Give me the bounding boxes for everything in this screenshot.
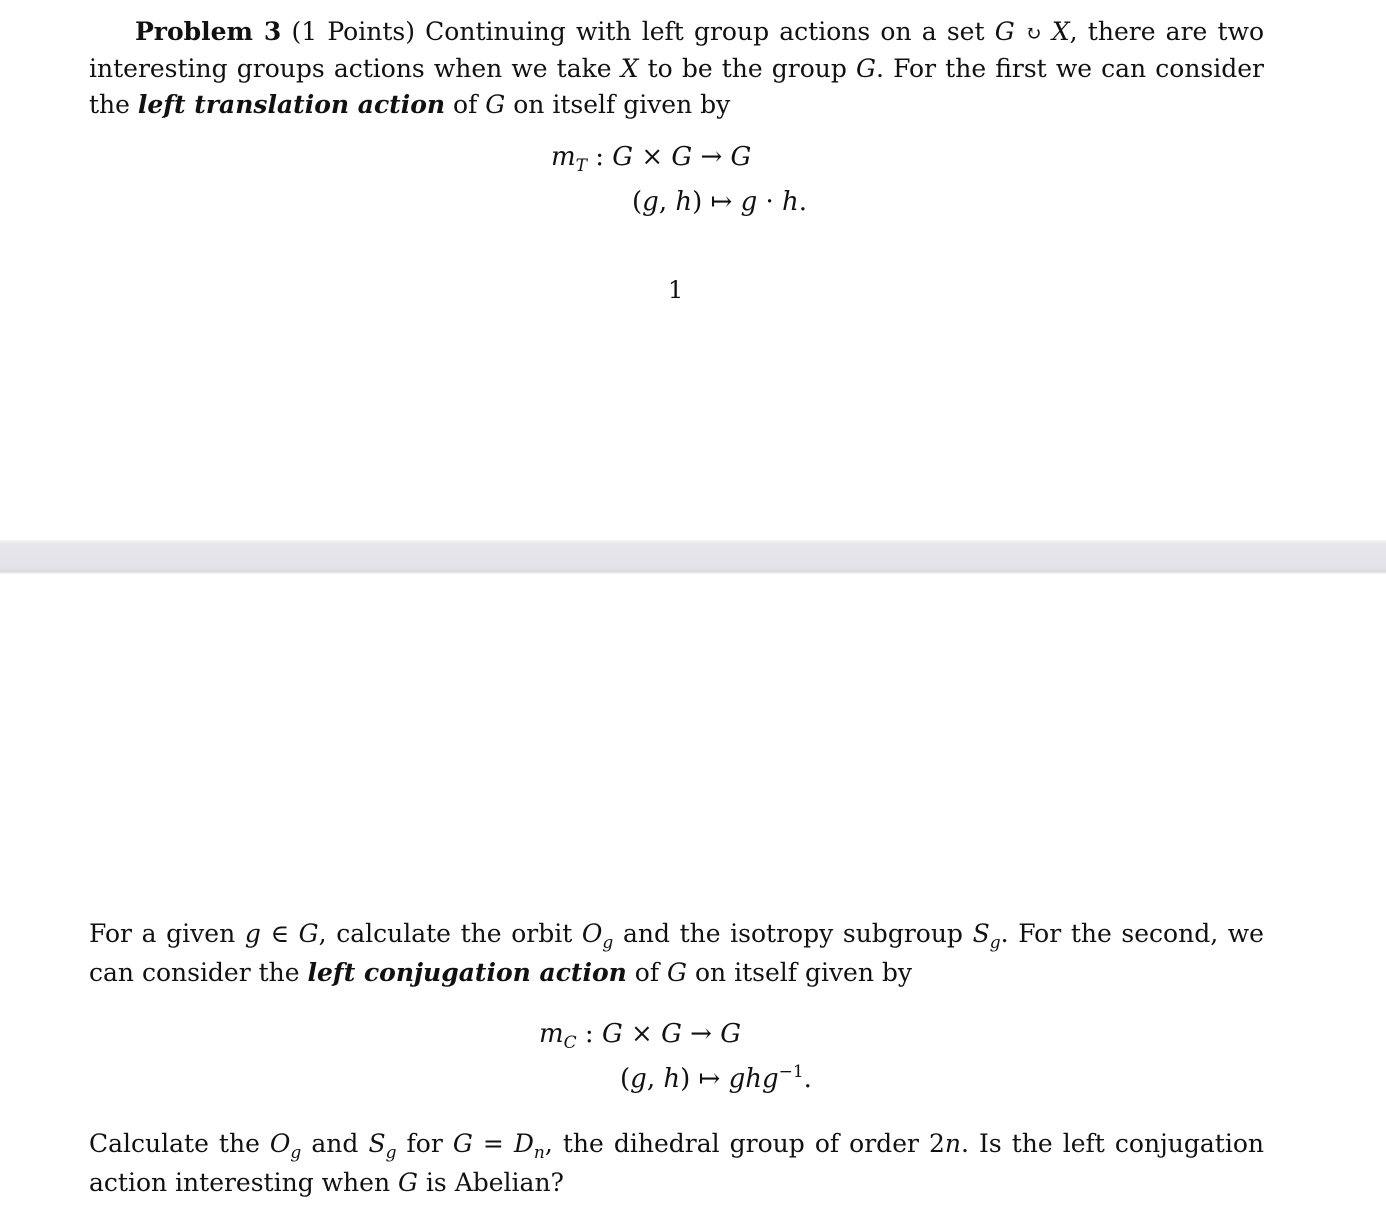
orbit-question-paragraph: For a given g ∈ G, calculate the orbit $O_g$ and the isotropy subgroup $S_g$. For the second, we can consider the left conjugation action of G on itself given by — [89, 919, 1264, 987]
problem-points: (1 Points) — [291, 17, 415, 46]
page-number: 1 — [668, 276, 684, 304]
problem-label: Problem 3 — [135, 17, 282, 46]
conjugation-map-rule: (g, h) ↦ ghg$^{-1}$. — [620, 1062, 812, 1094]
translation-map-rule: (g, h) ↦ g · h. — [632, 187, 808, 217]
page-separator — [0, 540, 1386, 574]
problem-intro-paragraph: Problem 3 (1 Points) Continuing with left group actions on a set G ↻ X, there are two interesting groups actions when we take X to be the group G. For the first we can consider the left translation action of G on itself given by — [89, 17, 1265, 119]
translation-map-signature: $m_T$ : G × G → G — [551, 142, 752, 176]
conjugation-map-signature: $m_C$ : G × G → G — [539, 1019, 741, 1053]
page-2 — [0, 574, 1386, 1217]
dihedral-question-paragraph: Calculate the $O_g$ and $S_g$ for $G = D_n$, the dihedral group of order 2n. Is the left conjugation action interesting when G is Abelian? — [89, 1129, 1264, 1197]
